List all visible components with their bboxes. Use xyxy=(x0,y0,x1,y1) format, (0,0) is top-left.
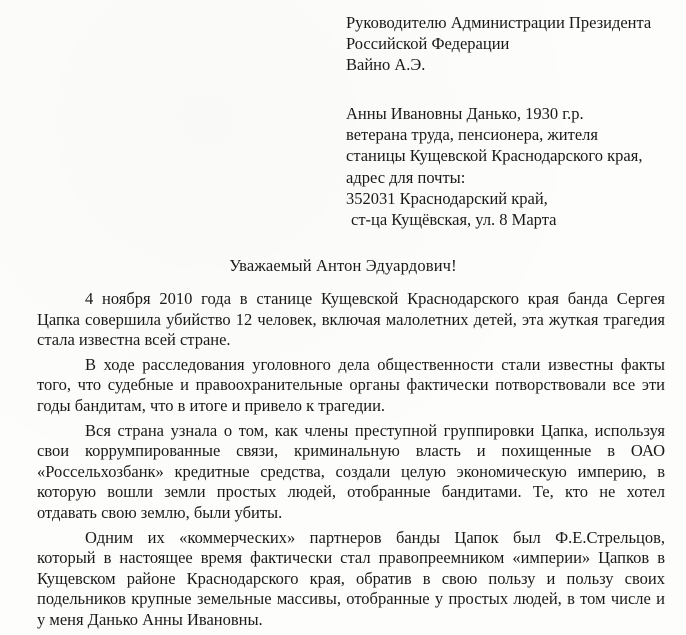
paragraph-line: годы бандитам, что в итоге и привело к трагедии. xyxy=(37,395,386,415)
sender-block xyxy=(346,103,642,230)
paragraph xyxy=(37,355,665,417)
salutation: Уважаемый Антон Эдуардович! xyxy=(229,256,457,275)
sender-line: ветерана труда, пенсионера, жителя xyxy=(346,125,598,145)
paragraph-line: которую вошли земли простых людей, отобранные бандитами. Те, кто не хотел xyxy=(37,482,665,502)
paragraph-line: Кущевском районе Краснодарского края, обратив в свою пользу и пользу своих xyxy=(37,568,665,588)
letter-body xyxy=(37,289,665,635)
paragraph-line: «Россельхозбанк» кредитные средства, создали целую экономическую империю, в xyxy=(37,461,665,481)
paragraph-line: В ходе расследования уголовного дела общественности стали известны факты xyxy=(85,354,665,374)
paragraph-line: который в настоящее время фактически стал правопреемником «империи» Цапков в xyxy=(37,548,665,568)
paragraph xyxy=(37,528,665,631)
addressee-line: Руководителю Администрации Президента xyxy=(346,13,652,32)
paragraph xyxy=(37,421,665,524)
paragraph-line: стала известна всей стране. xyxy=(37,330,231,350)
paragraph-line: того, что судебные и правоохранительные органы фактически потворствовали все эти xyxy=(37,375,665,395)
sender-line: станицы Кущевской Краснодарского края, xyxy=(346,146,643,166)
paragraph-line: подельников крупные земельные массивы, отобранные у простых людей, в том числе и xyxy=(37,589,665,609)
addressee-line: Вайно А.Э. xyxy=(346,55,426,74)
paragraph xyxy=(37,289,665,351)
paragraph-line: Вся страна узнала о том, как члены преступной группировки Цапка, используя xyxy=(85,420,665,440)
cut-off-text-fragment xyxy=(37,591,665,599)
paragraph-line: 4 ноября 2010 года в станице Кущевской Краснодарского края банда Сергея xyxy=(85,289,665,308)
paragraph-line: свои коррумпированные связи, криминальную власть и похищенные в ОАО xyxy=(37,441,665,461)
sender-line: 352031 Краснодарский край, xyxy=(346,188,548,208)
paragraph-line: у меня Данько Анны Ивановны. xyxy=(37,609,263,629)
addressee-block xyxy=(346,12,651,75)
sender-line: Анны Ивановны Данько, 1930 г.р. xyxy=(346,104,584,123)
paragraph-line: Одним их «коммерческих» партнеров банды Цапок был Ф.Е.Стрельцов, xyxy=(85,527,665,547)
sender-line: ст-ца Кущёвская, ул. 8 Марта xyxy=(351,210,557,230)
paragraph-line: отдавать свою землю, были убиты. xyxy=(37,502,283,522)
sender-line: адрес для почты: xyxy=(346,167,466,187)
addressee-line: Российской Федерации xyxy=(346,34,510,53)
paragraph-line: Цапка совершила убийство 12 человек, включая малолетних детей, эта жуткая трагедия xyxy=(37,309,665,329)
